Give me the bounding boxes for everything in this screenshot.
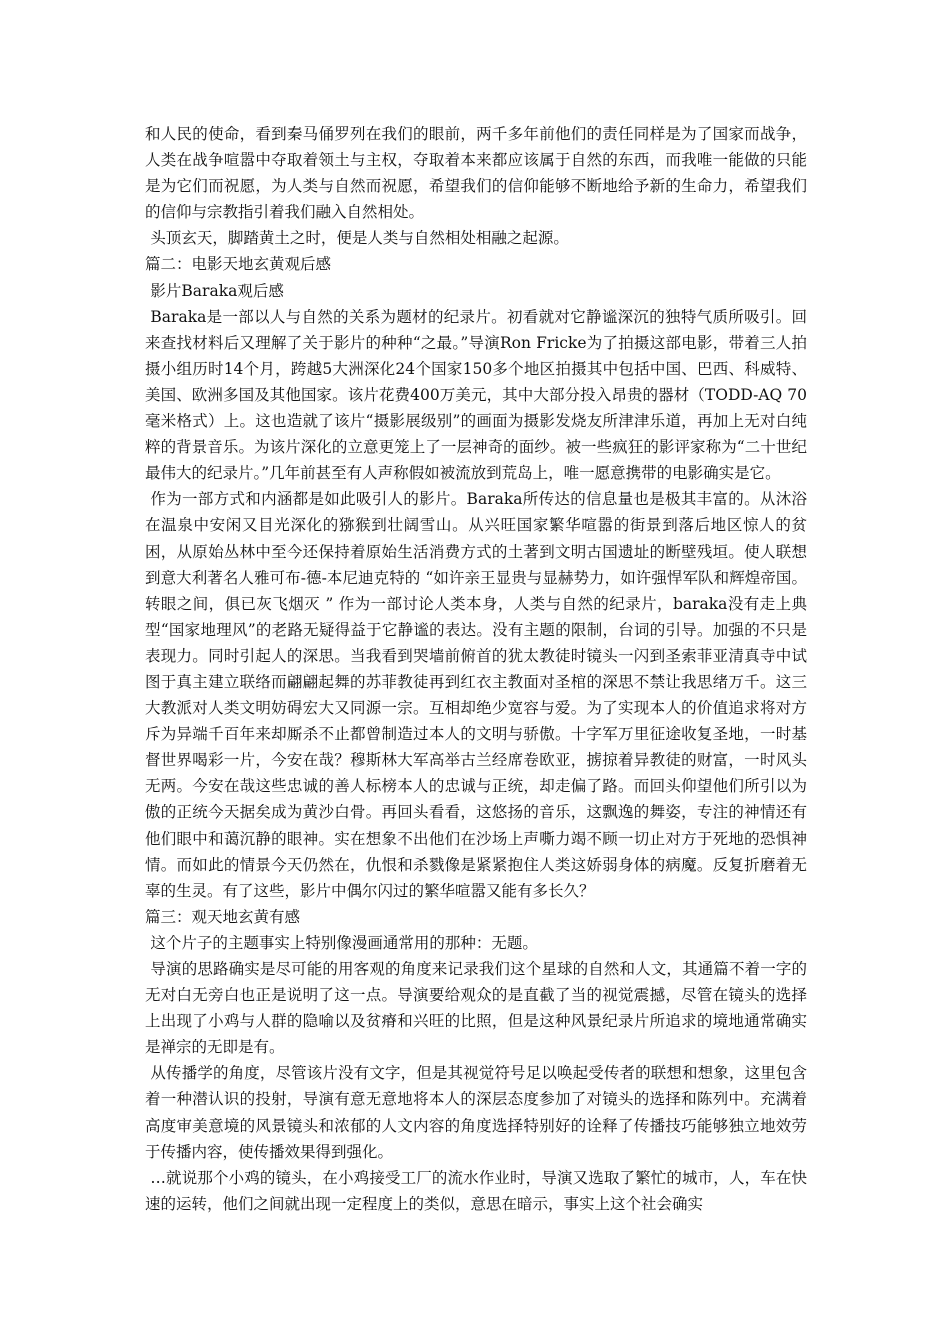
paragraph-origin: 头顶玄天，脚踏黄土之时，便是人类与自然相处相融之起源。 (150, 229, 569, 248)
section-heading-3: 篇三：观天地玄黄有感 (145, 907, 301, 926)
paragraph-theme: 这个片子的主题事实上特别像漫画通常用的那种：无题。 (150, 933, 538, 952)
paragraph-baraka-intro: Baraka是一部以人与自然的关系为题材的纪录片。初看就对它静谧深沉的独特气质所吸引。回来查找材料后又理解了关于影片的种种“之最。”导演Ron Fricke为了拍摄这部电影，带着三人拍摄小组历时14个月，跨越5大洲深化24个国家150多个地区拍摄其中包括中国、巴西、科威特、美国、欧洲多国及其他国家。该片花费400万美元，其中大部分投入昂贵的器材（TODD-AQ 70毫米格式）上。这也造就了该片“摄影展级别”的画面为摄影发烧友所津津乐道，再加上无对白纯粹的背景音乐。为该片深化的立意更笼上了一层神奇的面纱。被一些疯狂的影评家称为“二十世纪最伟大的纪录片。”几年前甚至有人声称假如被流放到荒岛上，唯一愿意携带的电影确实是它。 (145, 307, 807, 483)
subheading-baraka: 影片Baraka观后感 (150, 281, 284, 300)
paragraph-chicken: …就说那个小鸡的镜头，在小鸡接受工厂的流水作业时，导演又选取了繁忙的城市，人，车在快速的运转，他们之间就出现一定程度上的类似，意思在暗示，事实上这个社会确实 (145, 1168, 807, 1213)
paragraph-communication: 从传播学的角度，尽管该片没有文字，但是其视觉符号足以唤起受传者的联想和想象，这里包含着一种潜认识的投射，导演有意无意地将本人的深层态度参加了对镜头的选择和陈列中。充满着高度审美意境的风景镜头和浓郁的人文内容的角度选择特别好的诠释了传播技巧能够独立地效劳于传播内容，使传播效果得到强化。 (145, 1064, 807, 1161)
section-heading-2: 篇二：电影天地玄黄观后感 (145, 255, 332, 274)
document-body (145, 121, 807, 1217)
paragraph-continuation: 和人民的使命，看到秦马俑罗列在我们的眼前，两千多年前他们的责任同样是为了国家而战争，人类在战争喧嚣中夺取着领土与主权，夺取着本来都应该属于自然的东西，而我唯一能做的只能是为它们而祝愿，为人类与自然而祝愿，希望我们的信仰能够不断地给予新的生命力，希望我们的信仰与宗教指引着我们融入自然相处。 (145, 125, 807, 222)
paragraph-director: 导演的思路确实是尽可能的用客观的角度来记录我们这个星球的自然和人文，其通篇不着一字的无对白无旁白也正是说明了这一点。导演要给观众的是直截了当的视觉震撼，尽管在镜头的选择上出现了小鸡与人群的隐喻以及贫瘠和兴旺的比照，但是这种风景纪录片所追求的境地通常确实是禅宗的无即是有。 (145, 960, 807, 1057)
paragraph-baraka-content: 作为一部方式和内涵都是如此吸引人的影片。Baraka所传达的信息量也是极其丰富的。从沐浴在温泉中安闲又目光深化的猕猴到壮阔雪山。从兴旺国家繁华喧嚣的街景到落后地区惊人的贫困，从原始丛林中至今还保持着原始生活消费方式的土著到文明古国遗址的断壁残垣。使人联想到意大利著名人雅可布-德-本尼迪克特的 “如许亲王显贵与显赫势力，如许强悍军队和辉煌帝国。转眼之间，俱已灰飞烟灭 ” 作为一部讨论人类本身，人类与自然的纪录片，baraka没有走上典型“国家地理风”的老路无疑得益于它静谧的表达。没有主题的限制，台词的引导。加强的不只是表现力。同时引起人的深思。当我看到哭墙前俯首的犹太教徒时镜头一闪到圣索菲亚清真寺中试图于真主建立联络而翩翩起舞的苏菲教徒再到红衣主教面对圣棺的深思不禁让我思绪万千。这三大教派对人类文明妨碍宏大又同源一宗。互相却绝少宽容与爱。为了实现本人的价值追求将对方斥为异端千百年来却厮杀不止都曾制造过本人的文明与骄傲。十字军万里征途收复圣地，一时基督世界喝彩一片，今安在哉？穆斯林大军高举古兰经席卷欧亚，掳掠着异教徒的财富，一时风头无两。今安在哉这些忠诚的善人标榜本人的忠诚与正统，却走偏了路。而回头仰望他们所引以为傲的正统今天据矣成为黄沙白骨。再回头看看，这悠扬的音乐，这飘逸的舞姿，专注的神情还有他们眼中和蔼沉静的眼神。实在想象不出他们在沙场上声嘶力竭不顾一切止对方于死地的恐惧神情。而如此的情景今天仍然在，仇恨和杀戮像是紧紧抱住人类这娇弱身体的病魔。反复折磨着无辜的生灵。有了这些，影片中偶尔闪过的繁华喧嚣又能有多长久？ (145, 490, 807, 900)
